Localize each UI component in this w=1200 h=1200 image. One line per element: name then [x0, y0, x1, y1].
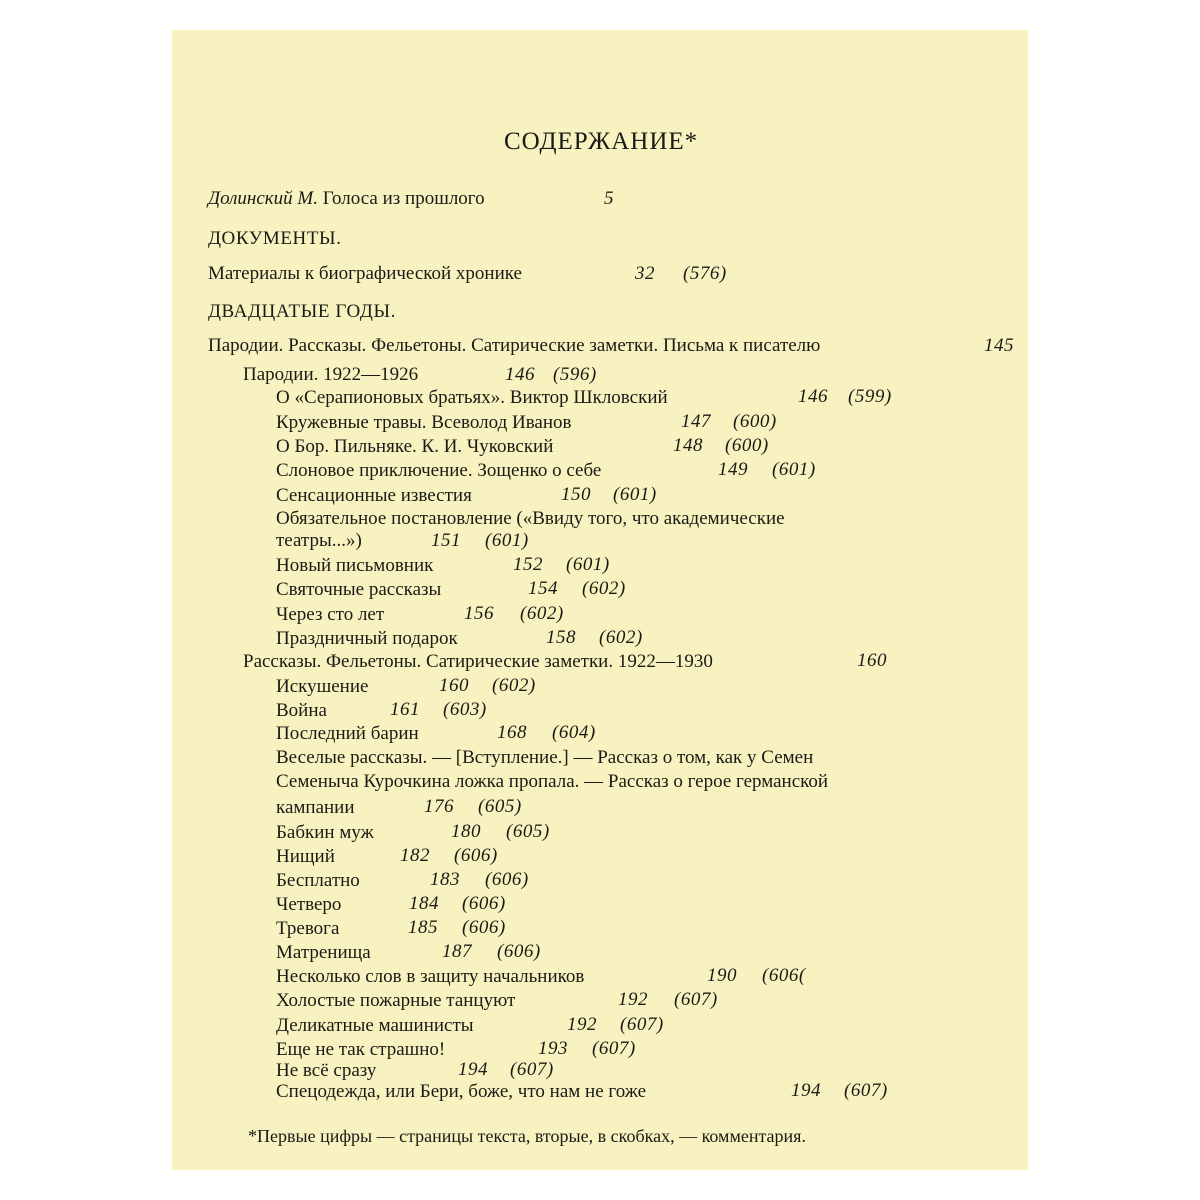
entry-comment-page: (601) [485, 530, 529, 551]
entry-page: 193 [538, 1038, 568, 1059]
entry-page: 183 [430, 869, 460, 890]
entry-comment-page: (601) [613, 484, 657, 505]
toc-entry: Через сто лет [276, 604, 385, 625]
toc-entry-continued: театры...») [276, 530, 362, 551]
entry-comment-page: (600) [733, 411, 777, 432]
entry-comment-page: (602) [582, 578, 626, 599]
entry-comment-page: (607) [674, 989, 718, 1010]
entry-page: 180 [451, 821, 481, 842]
entry-comment-page: (602) [599, 627, 643, 648]
toc-entry: Холостые пожарные танцуют [276, 990, 516, 1011]
entry-comment-page: (605) [506, 821, 550, 842]
entry-page: 32 [635, 263, 655, 284]
entry-page: 194 [458, 1059, 488, 1080]
entry-comment-page: (607) [510, 1059, 554, 1080]
entry-comment-page: (602) [520, 603, 564, 624]
entry-comment-page: (576) [683, 263, 727, 284]
entry-comment-page: (607) [620, 1014, 664, 1035]
entry-comment-page: (604) [552, 722, 596, 743]
entry-page: 5 [604, 188, 614, 209]
toc-entry: О «Серапионовых братьях». Виктор Шкловский [276, 387, 668, 408]
toc-entry: Несколько слов в защиту начальников [276, 966, 585, 987]
entry-title: Голоса из прошлого [322, 188, 485, 209]
section-heading-documents: ДОКУМЕНТЫ. [208, 228, 342, 249]
entry-page: 194 [791, 1080, 821, 1101]
toc-part-heading: Пародии. Рассказы. Фельетоны. Сатирические заметки. Письма к писателю [208, 335, 821, 356]
entry-page: 147 [681, 411, 711, 432]
entry-comment-page: (607) [844, 1080, 888, 1101]
section-heading-twenties: ДВАДЦАТЫЕ ГОДЫ. [208, 301, 396, 322]
toc-entry: Не всё сразу [276, 1060, 377, 1081]
entry-page: 192 [618, 989, 648, 1010]
entry-page: 160 [439, 675, 469, 696]
toc-entry: Святочные рассказы [276, 579, 442, 600]
book-page [172, 30, 1028, 1170]
toc-entry-intro [208, 188, 485, 210]
entry-page: 185 [408, 917, 438, 938]
entry-page: 149 [718, 459, 748, 480]
entry-comment-page: (606) [462, 917, 506, 938]
entry-page: 146 [798, 386, 828, 407]
entry-page: 151 [431, 530, 461, 551]
entry-comment-page: (606) [485, 869, 529, 890]
footnote: *Первые цифры — страницы текста, вторые, в скобках, — комментария. [248, 1126, 806, 1146]
entry-comment-page: (606) [462, 893, 506, 914]
entry-page: 152 [513, 554, 543, 575]
toc-entry-continued: кампании [276, 797, 355, 818]
toc-entry: Слоновое приключение. Зощенко о себе [276, 460, 602, 481]
entry-page: 145 [984, 335, 1014, 356]
toc-entry: Искушение [276, 676, 369, 697]
toc-entry: Кружевные травы. Всеволод Иванов [276, 412, 572, 433]
toc-entry: Еще не так страшно! [276, 1039, 446, 1060]
entry-page: 148 [673, 435, 703, 456]
toc-entry: Бабкин муж [276, 822, 374, 843]
toc-entry: Обязательное постановление («Ввиду того, что академические [276, 508, 785, 529]
entry-page: 150 [561, 484, 591, 505]
entry-comment-page: (607) [592, 1038, 636, 1059]
page-title: СОДЕРЖАНИЕ* [504, 128, 699, 155]
entry-comment-page: (606) [454, 845, 498, 866]
entry-page: 146 [505, 364, 535, 385]
entry-page: 168 [497, 722, 527, 743]
entry-page: 154 [528, 578, 558, 599]
toc-entry: Матренища [276, 942, 371, 963]
entry-comment-page: (599) [848, 386, 892, 407]
entry-comment-page: (603) [443, 699, 487, 720]
subsection-heading-parodies: Пародии. 1922—1926 [243, 364, 419, 385]
toc-entry: Деликатные машинисты [276, 1015, 474, 1036]
entry-comment-page: (602) [492, 675, 536, 696]
entry-comment-page: (601) [566, 554, 610, 575]
entry-page: 156 [464, 603, 494, 624]
toc-entry-materials: Материалы к биографической хронике [208, 263, 522, 284]
subsection-heading-stories: Рассказы. Фельетоны. Сатирические заметки. 1922—1930 [243, 651, 713, 672]
toc-entry: О Бор. Пильняке. К. И. Чуковский [276, 436, 554, 457]
toc-entry: Бесплатно [276, 870, 360, 891]
entry-comment-page: (606( [762, 965, 806, 986]
entry-page: 160 [857, 650, 887, 671]
entry-page: 187 [442, 941, 472, 962]
entry-comment-page: (605) [478, 796, 522, 817]
toc-entry-continued: Семеныча Курочкина ложка пропала. — Рассказ о герое германской [276, 771, 829, 792]
toc-entry: Четверо [276, 894, 342, 915]
toc-entry: Нищий [276, 846, 335, 867]
entry-comment-page: (606) [497, 941, 541, 962]
entry-comment-page: (600) [725, 435, 769, 456]
toc-entry: Тревога [276, 918, 340, 939]
entry-author: Долинский М. [208, 188, 318, 209]
toc-entry: Праздничный подарок [276, 628, 458, 649]
toc-entry: Последний барин [276, 723, 419, 744]
entry-page: 182 [400, 845, 430, 866]
toc-entry: Веселые рассказы. — [Вступление.] — Рассказ о том, как у Семен [276, 747, 814, 768]
entry-comment-page: (601) [772, 459, 816, 480]
toc-entry: Новый письмовник [276, 555, 434, 576]
toc-entry: Спецодежда, или Бери, боже, что нам не гоже [276, 1081, 647, 1102]
entry-page: 158 [546, 627, 576, 648]
entry-page: 190 [707, 965, 737, 986]
entry-page: 184 [409, 893, 439, 914]
entry-page: 161 [390, 699, 420, 720]
toc-entry: Война [276, 700, 327, 721]
entry-comment-page: (596) [553, 364, 597, 385]
toc-entry: Сенсационные известия [276, 485, 472, 506]
entry-page: 176 [424, 796, 454, 817]
entry-page: 192 [567, 1014, 597, 1035]
